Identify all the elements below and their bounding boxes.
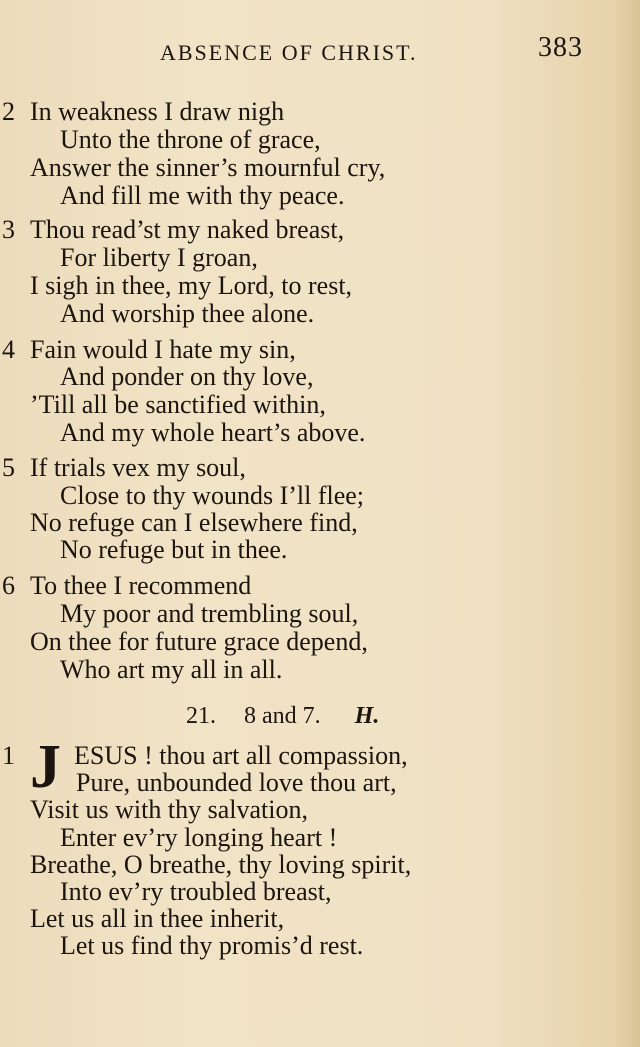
verse-line: I sigh in thee, my Lord, to rest, bbox=[30, 271, 353, 300]
drop-cap: J bbox=[30, 733, 61, 801]
verse-line: Breathe, O breathe, thy loving spirit, bbox=[30, 850, 412, 879]
verse-line: And fill me with thy peace. bbox=[60, 181, 345, 210]
verse-line: And ponder on thy love, bbox=[60, 362, 314, 391]
verse-line: And my whole heart’s above. bbox=[60, 418, 366, 447]
verse-line: Visit us with thy salvation, bbox=[30, 795, 308, 824]
verse-line: ’Till all be sanctified within, bbox=[30, 390, 326, 419]
verse-line: To thee I recommend bbox=[30, 571, 252, 600]
verse-line: If trials vex my soul, bbox=[30, 453, 246, 482]
verse-line: And worship thee alone. bbox=[60, 299, 315, 328]
verse-number: 4 bbox=[2, 335, 15, 364]
verse-number: 1 bbox=[2, 741, 15, 770]
hymn-meter: 8 and 7. bbox=[244, 703, 321, 729]
verse-line: My poor and trembling soul, bbox=[60, 599, 359, 628]
verse-line: On thee for future grace depend, bbox=[30, 627, 368, 656]
hymn-author: H. bbox=[354, 703, 380, 729]
verse-number: 5 bbox=[2, 453, 15, 482]
verse-line: For liberty I groan, bbox=[60, 243, 258, 272]
verse-line: Answer the sinner’s mournful cry, bbox=[30, 153, 386, 182]
verse-line: No refuge but in thee. bbox=[60, 535, 288, 564]
verse-line: No refuge can I elsewhere find, bbox=[30, 508, 358, 537]
verse-line: Fain would I hate my sin, bbox=[30, 335, 296, 364]
verse-line: Into ev’ry troubled breast, bbox=[60, 877, 332, 906]
hymn-heading bbox=[186, 703, 379, 730]
verse-line: In weakness I draw nigh bbox=[30, 97, 285, 126]
page-number: 383 bbox=[538, 32, 583, 63]
verse-number: 2 bbox=[2, 97, 15, 126]
verse-line: Let us find thy promis’d rest. bbox=[60, 931, 364, 960]
verse-line: Pure, unbounded love thou art, bbox=[76, 768, 397, 797]
running-header: ABSENCE OF CHRIST. bbox=[160, 40, 418, 65]
verse-line: Let us all in thee inherit, bbox=[30, 904, 285, 933]
verse-line: Thou read’st my naked breast, bbox=[30, 215, 345, 244]
verse-number: 3 bbox=[2, 215, 15, 244]
verse-line: Close to thy wounds I’ll flee; bbox=[60, 481, 365, 510]
verse-line: Who art my all in all. bbox=[60, 655, 283, 684]
hymn-number: 21. bbox=[186, 703, 216, 729]
verse-line: ESUS ! thou art all compassion, bbox=[74, 741, 408, 770]
verse-number: 6 bbox=[2, 571, 15, 600]
verse-line: Enter ev’ry longing heart ! bbox=[60, 823, 338, 852]
verse-line: Unto the throne of grace, bbox=[60, 125, 321, 154]
